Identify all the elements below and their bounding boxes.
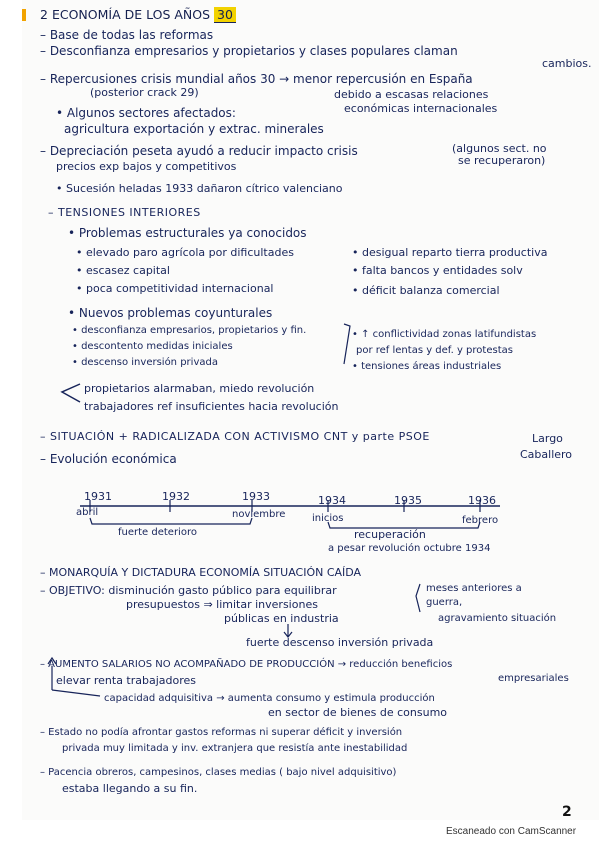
title-number: 2: [40, 7, 48, 22]
note-line: Largo: [532, 432, 563, 445]
note-line: capacidad adquisitiva → aumenta consumo y estimula producción: [104, 693, 435, 704]
note-line: en sector de bienes de consumo: [268, 706, 448, 719]
note-line: (algunos sect. no: [452, 142, 547, 155]
timeline-year: 1936: [468, 494, 496, 507]
note-line: • descontento medidas iniciales: [72, 341, 233, 352]
note-line: • desconfianza empresarios, propietarios y fin.: [72, 325, 307, 336]
timeline-label: inicios: [312, 513, 344, 524]
note-line: – Repercusiones crisis mundial años 30 → menor repercusión en España: [40, 72, 473, 86]
note-line: trabajadores ref insuficientes hacia revolución: [84, 400, 339, 413]
note-line: • falta bancos y entidades solv: [352, 264, 523, 277]
timeline-label: noviembre: [232, 509, 286, 520]
note-line: • desigual reparto tierra productiva: [352, 246, 548, 259]
note-line: económicas internacionales: [344, 102, 498, 115]
note-line: • Sucesión heladas 1933 dañaron cítrico valenciano: [56, 182, 343, 195]
timeline-year: 1931: [84, 490, 112, 503]
note-line: • Algunos sectores afectados:: [56, 106, 236, 120]
timeline-year: 1933: [242, 490, 270, 503]
note-line: se recuperaron): [458, 154, 546, 167]
note-line: • escasez capital: [76, 264, 170, 277]
note-line: presupuestos ⇒ limitar inversiones: [126, 598, 318, 611]
timeline-label: abril: [76, 507, 99, 518]
note-line: – Evolución económica: [40, 452, 177, 466]
note-line: fuerte descenso inversión privada: [246, 636, 434, 649]
note-line: – Base de todas las reformas: [40, 28, 214, 42]
note-line: • déficit balanza comercial: [352, 284, 500, 297]
note-line: • Nuevos problemas coyunturales: [68, 306, 273, 320]
note-line: debido a escasas relaciones: [334, 88, 489, 101]
timeline-year: 1935: [394, 494, 422, 507]
section-heading: – TENSIONES INTERIORES: [48, 206, 201, 219]
note-line: – Desconfianza empresarios y propietarios y clases populares claman: [40, 44, 458, 58]
timeline-label: fuerte deterioro: [118, 527, 197, 538]
note-line: meses anteriores a: [426, 583, 522, 594]
scanner-watermark: Escaneado con CamScanner: [446, 826, 577, 837]
note-line: privada muy limitada y inv. extranjera que resistía ante inestabilidad: [62, 743, 408, 754]
note-line: Caballero: [520, 448, 573, 461]
timeline-label: recuperación: [354, 528, 426, 541]
page-number: 2: [562, 804, 572, 820]
note-line: – AUMENTO SALARIOS NO ACOMPAÑADO DE PRODUCCIÓN → reducción beneficios: [40, 659, 453, 670]
note-line: (posterior crack 29): [90, 86, 199, 99]
note-line: precios exp bajos y competitivos: [56, 160, 237, 173]
timeline-label: febrero: [462, 515, 499, 526]
note-line: empresariales: [498, 673, 569, 684]
note-line: elevar renta trabajadores: [56, 674, 197, 687]
note-line: • tensiones áreas industriales: [352, 361, 502, 372]
note-line: guerra,: [426, 597, 463, 608]
note-line: agravamiento situación: [438, 613, 557, 624]
title-highlight: 30: [214, 7, 236, 23]
note-line: agricultura exportación y extrac. minerales: [64, 122, 324, 136]
note-line: • Problemas estructurales ya conocidos: [68, 226, 307, 240]
note-line: • ↑ conflictividad zonas latifundistas: [352, 329, 537, 340]
note-line: – SITUACIÓN + RADICALIZADA CON ACTIVISMO CNT y parte PSOE: [40, 430, 430, 443]
note-line: – OBJETIVO: disminución gasto público para equilibrar: [40, 584, 337, 597]
timeline-year: 1932: [162, 490, 190, 503]
note-line: cambios.: [542, 57, 592, 70]
timeline-label: a pesar revolución octubre 1934: [328, 543, 491, 554]
note-line: propietarios alarmaban, miedo revolución: [84, 382, 315, 395]
note-line: • elevado paro agrícola por dificultades: [76, 246, 294, 259]
note-line: – Estado no podía afrontar gastos reformas ni superar déficit y inversión: [40, 727, 403, 738]
note-line: – Depreciación peseta ayudó a reducir impacto crisis: [40, 144, 358, 158]
timeline-year: 1934: [318, 494, 346, 507]
notebook-page: [22, 0, 599, 820]
note-line: estaba llegando a su fin.: [62, 782, 198, 795]
handwritten-strokes: [22, 0, 599, 820]
note-line: • poca competitividad internacional: [76, 282, 274, 295]
note-line: – Pacencia obreros, campesinos, clases medias ( bajo nivel adquisitivo): [40, 767, 397, 778]
title-text: ECONOMÍA DE LOS AÑOS: [51, 7, 211, 22]
note-line: • descenso inversión privada: [72, 357, 218, 368]
note-line: públicas en industria: [224, 612, 339, 625]
note-line: – MONARQUÍA Y DICTADURA ECONOMÍA SITUACIÓN CAÍDA: [40, 566, 362, 579]
note-line: por ref lentas y def. y protestas: [356, 345, 513, 356]
